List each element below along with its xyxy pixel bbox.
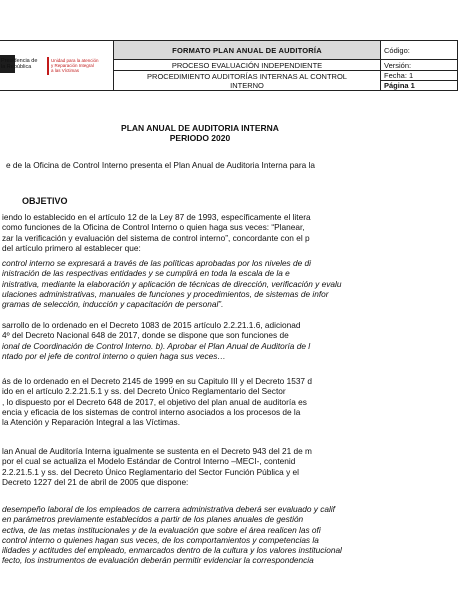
procedure-name: PROCEDIMIENTO AUDITORÍAS INTERNAS AL CONTROL INTERNO xyxy=(114,71,381,91)
codigo-label: Código: xyxy=(381,41,458,60)
document-period: PERIODO 2020 xyxy=(169,133,231,143)
logo-divider xyxy=(47,57,49,75)
quote-2: desempeño laboral de los empleados de carrera administrativa deberá ser evaluado y calif en parámetros previamente establecidos a partir de los planes anuales de gestión ectiva, de las metas institucionales y de la evaluación que sobre el área realicen las ofi control interno o quienes hagan sus veces, de los comportamientos y competencias la ilidades y actitudes del empleado, enmarcados dentro de la cultura y los valores institucional fecto, los instrumentos de evaluación deberán permitir evidenciar la correspondencia xyxy=(2,504,342,566)
intro-paragraph: e de la Oficina de Control Interno presenta el Plan Anual de Auditoria Interna para la xyxy=(6,160,316,170)
process-name: PROCESO EVALUACIÓN INDEPENDIENTE xyxy=(114,60,381,71)
document-header-table xyxy=(0,40,458,91)
logo-left-text: Presidencia de la República xyxy=(1,58,38,70)
version-label: Versión: xyxy=(381,60,458,71)
quote-1: control interno se expresará a través de las políticas aprobadas por los niveles de di inistración de las respectivas entidades y se cumplirá en toda la escala de la e inistrativa, mediante la elaboración y aplicación de técnicas de dirección, verificación y evalu ulaciones administrativas, manuales de funciones y procedimientos, de sistemas de infor gramas de selección, inducción y capacitación de personal”. xyxy=(2,258,342,310)
paragraph-4: lan Anual de Auditoría Interna igualmente se sustenta en el Decreto 943 del 21 de m por el cual se actualiza el Modelo Estándar de Control Interno –MECI-, contenid 2.2.21.5.1 y ss. del Decreto Único Reglamentario del Sector Función Pública y el Decreto 1227 del 21 de abril de 2005 que dispone: xyxy=(2,446,312,487)
fecha-label: Fecha: 1 xyxy=(381,71,458,81)
section-heading-objetivo: OBJETIVO xyxy=(22,196,68,206)
paragraph-1: iendo lo establecido en el artículo 12 de la Ley 87 de 1993, específicamente el litera como funciones de la Oficina de Control Interno o quien haga sus veces: “Planear, zar la verificación y evaluación del sistema de control interno”, concordante con el p del artículo primero al establecer que: xyxy=(2,212,311,253)
document-title: PLAN ANUAL DE AUDITORIA INTERNA xyxy=(121,123,279,133)
logo-right-text: Unidad para la atención y Reparación Integral a las Víctimas xyxy=(51,58,99,73)
paragraph-3: ás de lo ordenado en el Decreto 2145 de 1999 en su Capitulo III y el Decreto 1537 d ido en el artículo 2.2.21.5.1 y ss. del Decreto Único Reglamentario del Sector , lo dispuesto por el Decreto 648 de 2017, el objetivo del plan anual de auditoría es encia y eficacia de los sistemas de control interno asociados a los procesos de la la Atención y Reparación Integral a las Víctimas. xyxy=(2,376,312,428)
logo-cell xyxy=(0,41,114,91)
paragraph-2: sarrollo de lo ordenado en el Decreto 1083 de 2015 artículo 2.2.21.1.6, adicionad 4º del Decreto Nacional 648 de 2017, donde se dispone que son funciones de ional de Coordinación de Control Interno. b). Aprobar el Plan Anual de Auditoría de l ntado por el jefe de control interno o quien haga sus veces… xyxy=(2,320,311,361)
form-title: FORMATO PLAN ANUAL DE AUDITORÍA xyxy=(114,41,381,60)
pagina-label: Página 1 xyxy=(381,81,458,91)
